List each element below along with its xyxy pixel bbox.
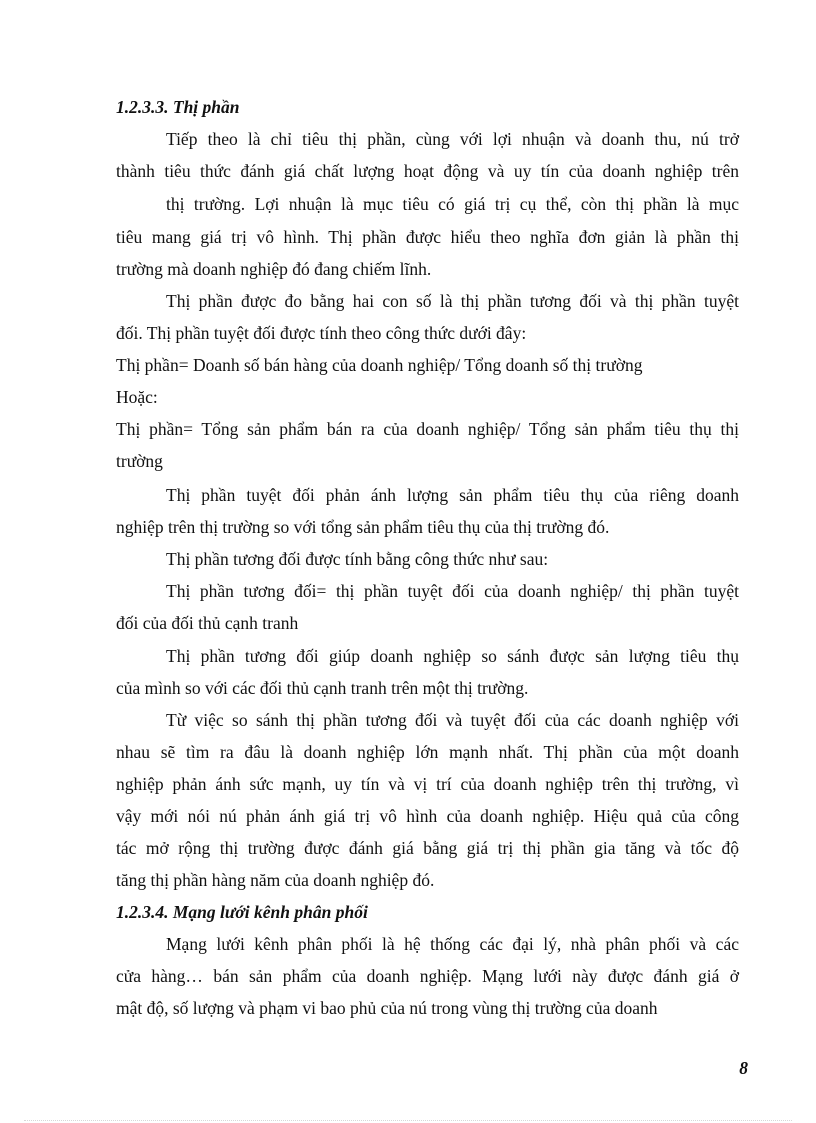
paragraph-line: tác mở rộng thị trường được đánh giá bằng giá trị thị phần gia tăng và tốc độ	[116, 838, 739, 858]
paragraph-line: Mạng lưới kênh phân phối là hệ thống các đại lý, nhà phân phối và các	[166, 934, 739, 954]
paragraph-line: của mình so với các đối thủ cạnh tranh trên một thị trường.	[116, 678, 529, 698]
paragraph-line: Hoặc:	[116, 387, 158, 407]
formula-line: trường	[116, 451, 163, 471]
paragraph-line: thành tiêu thức đánh giá chất lượng hoạt động và uy tín của doanh nghiệp trên	[116, 161, 739, 181]
paragraph-line: nghiệp trên thị trường so với tổng sản phẩm tiêu thụ của thị trường đó.	[116, 517, 610, 537]
formula-line: Thị phần tương đối= thị phần tuyệt đối của doanh nghiệp/ thị phần tuyệt	[166, 581, 739, 601]
page-number: 8	[739, 1058, 748, 1078]
paragraph-line: vậy mới nói nú phản ánh giá trị vô hình của doanh nghiệp. Hiệu quả của công	[116, 806, 739, 826]
paragraph-line: nhau sẽ tìm ra đâu là doanh nghiệp lớn mạnh nhất. Thị phần của một doanh	[116, 742, 739, 762]
paragraph-line: thị trường. Lợi nhuận là mục tiêu có giá trị cụ thể, còn thị phần là mục	[166, 194, 739, 214]
paragraph-line: tiêu mang giá trị vô hình. Thị phần được hiểu theo nghĩa đơn giản là phần thị	[116, 227, 739, 247]
paragraph-line: đối. Thị phần tuyệt đối được tính theo công thức dưới đây:	[116, 323, 527, 343]
footer-divider	[24, 1120, 792, 1121]
paragraph-line: tăng thị phần hàng năm của doanh nghiệp đó.	[116, 870, 435, 890]
formula-line: Thị phần= Tổng sản phẩm bán ra của doanh nghiệp/ Tổng sản phẩm tiêu thụ thị	[116, 419, 739, 439]
paragraph-line: Thị phần tuyệt đối phản ánh lượng sản phẩm tiêu thụ của riêng doanh	[166, 485, 739, 505]
paragraph-line: cửa hàng… bán sản phẩm của doanh nghiệp. Mạng lưới này được đánh giá ở	[116, 966, 739, 986]
paragraph-line: trường mà doanh nghiệp đó đang chiếm lĩnh.	[116, 259, 432, 279]
paragraph-line: mật độ, số lượng và phạm vi bao phủ của nú trong vùng thị trường của doanh	[116, 998, 658, 1018]
section-heading-market-share: 1.2.3.3. Thị phần	[116, 97, 240, 117]
section-heading-distribution-network: 1.2.3.4. Mạng lưới kênh phân phối	[116, 902, 368, 922]
paragraph-line: nghiệp phản ánh sức mạnh, uy tín và vị trí của doanh nghiệp trên thị trường, vì	[116, 774, 739, 794]
paragraph-line: Thị phần tương đối được tính bằng công thức như sau:	[166, 549, 549, 569]
paragraph-line: Tiếp theo là chỉ tiêu thị phần, cùng với lợi nhuận và doanh thu, nú trở	[166, 129, 739, 149]
formula-line: Thị phần= Doanh số bán hàng của doanh nghiệp/ Tổng doanh số thị trường	[116, 355, 643, 375]
formula-line: đối của đối thủ cạnh tranh	[116, 613, 299, 633]
paragraph-line: Thị phần được đo bằng hai con số là thị phần tương đối và thị phần tuyệt	[166, 291, 739, 311]
paragraph-line: Từ việc so sánh thị phần tương đối và tuyệt đối của các doanh nghiệp với	[166, 710, 739, 730]
paragraph-line: Thị phần tương đối giúp doanh nghiệp so sánh được sản lượng tiêu thụ	[166, 646, 739, 666]
